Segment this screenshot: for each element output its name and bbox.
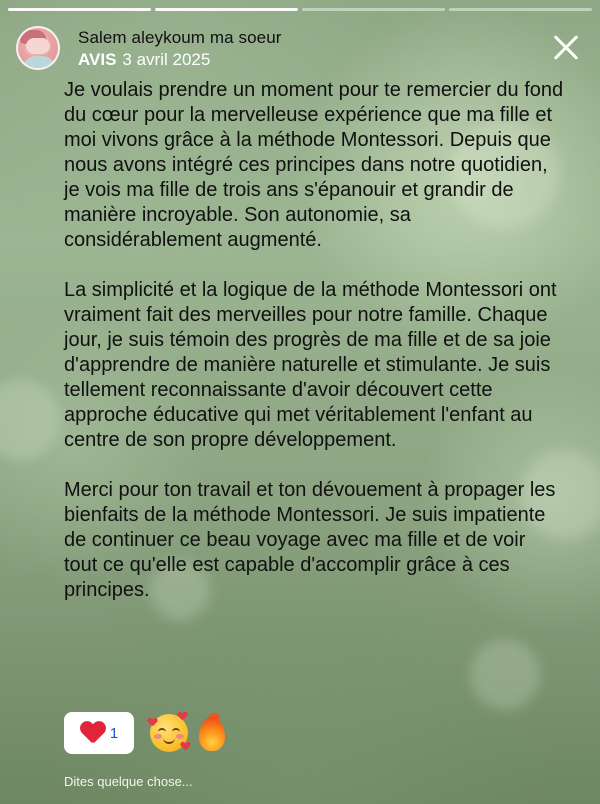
close-icon[interactable] xyxy=(548,30,584,66)
message-body xyxy=(64,78,564,628)
avatar[interactable] xyxy=(16,26,60,70)
background-bokeh xyxy=(470,640,540,710)
reaction-count: 1 xyxy=(109,724,119,742)
message-paragraph: La simplicité et la logique de la méthode Montessori ont vraiment fait des merveilles pour notre famille. Chaque jour, je suis témoin des progrès de ma fille et de sa joie d'apprendre de manière naturelle et stimulante. Je suis tellement reconnaissante d'avoir découvert cette approche éducative qui met véritablement l'enfant au centre de son propre développement. xyxy=(64,279,557,451)
progress-segment xyxy=(8,8,151,11)
progress-segment xyxy=(155,8,298,11)
progress-segment xyxy=(449,8,592,11)
smiling-face-with-hearts-icon[interactable] xyxy=(148,712,190,754)
story-header xyxy=(16,26,584,74)
story-date: 3 avril 2025 xyxy=(122,50,211,69)
story-progress-bar xyxy=(8,8,592,11)
message-paragraph: Je voulais prendre un moment pour te remercier du fond du cœur pour la mervelleuse expérience que ma fille et moi vivons grâce à la méthode Montessori. Depuis que nous avons intégré ces principes dans notre quotidien, je vois ma fille de trois ans s'épanouir et grandir de manière incroyable. Son autonomie, sa considérablement augmenté. xyxy=(64,79,564,251)
heart-reaction-button[interactable] xyxy=(64,712,134,754)
reply-input[interactable]: Dites quelque chose... xyxy=(64,774,193,789)
author-name[interactable]: Salem aleykoum ma soeur xyxy=(78,28,282,47)
message-paragraph: Merci pour ton travail et ton dévouement à propager les bienfaits de la méthode Montessori. Je suis impatiente de continuer ce beau voyage avec ma fille et de voir tout ce qu'elle est capable d'accomplir grâce à ces principes. xyxy=(64,479,556,601)
progress-segment xyxy=(302,8,445,11)
story-label: AVIS xyxy=(78,50,117,69)
heart-icon xyxy=(80,721,106,745)
fire-icon[interactable] xyxy=(196,713,228,753)
reactions-bar xyxy=(64,712,228,754)
story-meta xyxy=(78,50,210,70)
background-bokeh xyxy=(0,380,60,460)
